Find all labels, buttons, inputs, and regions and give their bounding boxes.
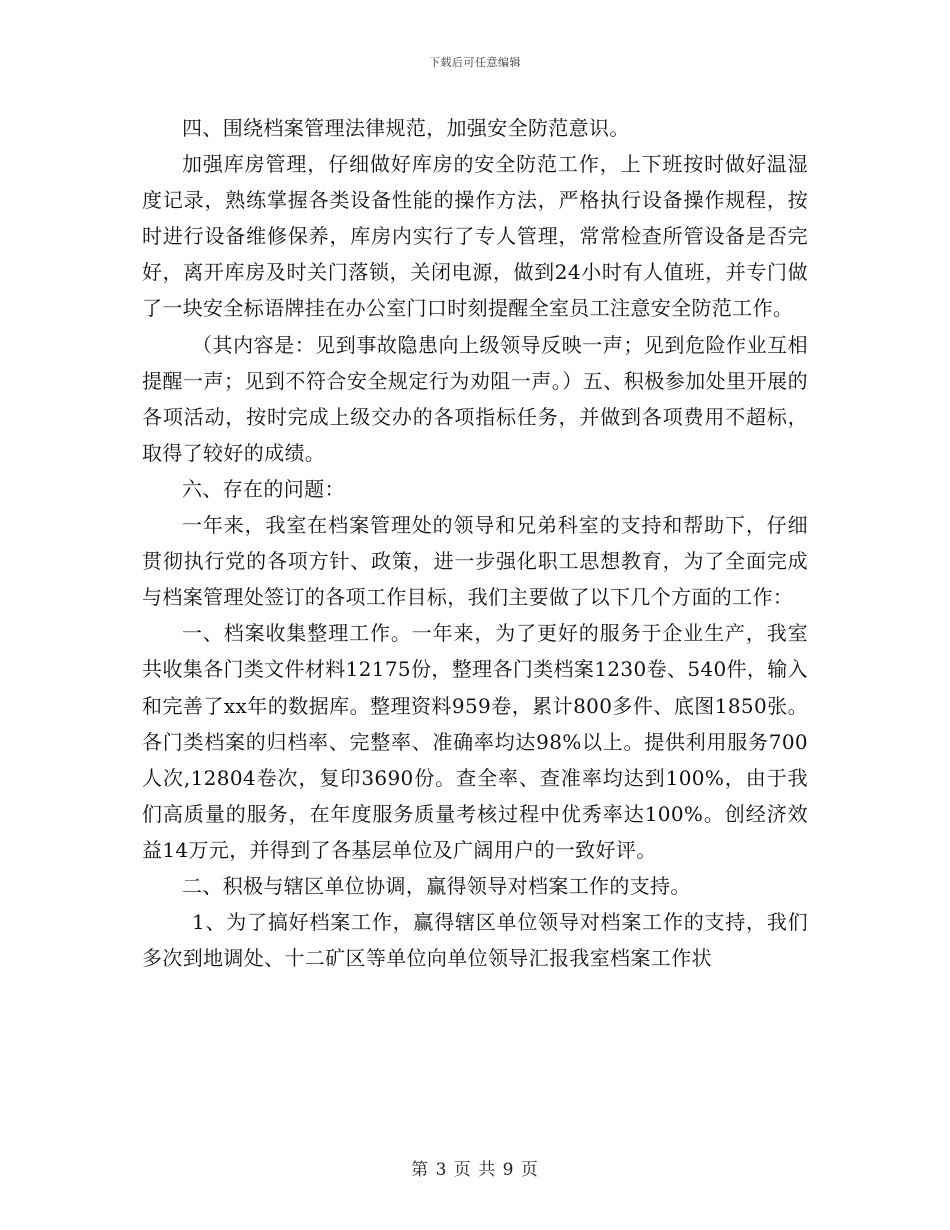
page-footer: 第 3 页 共 9 页 [411,1160,539,1180]
section-paragraph-1: 一、档案收集整理工作。一年来，为了更好的服务于企业生产，我室共收集各门类文件材料12175份，整理各门类档案1230卷、540件，输入和完善了xx年的数据库。整理资料959卷，累计800多件、底图1850张。各门类档案的归档率、完整率、准确率均达98%以上。提供利用服务700人次,12804卷次，复印3690份。查全率、查准率均达到100%，由于我们高质量的服务，在年度服务质量考核过程中优秀率达100%。创经济效益14万元，并得到了各基层单位及广阔用户的一致好评。 [142,621,808,862]
document-body [142,110,808,976]
body-paragraph: （其内容是：见到事故隐患向上级领导反映一声；见到危险作业互相提醒一声；见到不符合安全规定行为劝阻一声。）五、积极参加处里开展的各项活动，按时完成上级交办的各项指标任务，并做到各项费用不超标，取得了较好的成绩。 [142,332,808,465]
body-paragraph: 1、为了搞好档案工作，赢得辖区单位领导对档案工作的支持，我们多次到地调处、十二矿区等单位向单位领导汇报我室档案工作状 [142,910,808,971]
section-heading-6: 六、存在的问题： [182,476,345,501]
section-heading-4: 四、围绕档案管理法律规范，加强安全防范意识。 [182,116,630,140]
body-paragraph: 加强库房管理，仔细做好库房的安全防范工作，上下班按时做好温湿度记录，熟练掌握各类设备性能的操作方法，严格执行设备操作规程，按时进行设备维修保养，库房内实行了专人管理，常常检查所管设备是否完好，离开库房及时关门落锁，关闭电源，做到24小时有人值班，并专门做了一块安全标语牌挂在办公室门口时刻提醒全室员工注意安全防范工作。 [142,152,808,321]
body-paragraph: 一年来，我室在档案管理处的领导和兄弟科室的支持和帮助下，仔细贯彻执行党的各项方针、政策，进一步强化职工思想教育，为了全面完成与档案管理处签订的各项工作目标，我们主要做了以下几个方面的工作： [142,513,808,610]
page-header: 下载后可任意编辑 [429,56,521,69]
section-heading-2: 二、积极与辖区单位协调，赢得领导对档案工作的支持。 [182,873,691,898]
